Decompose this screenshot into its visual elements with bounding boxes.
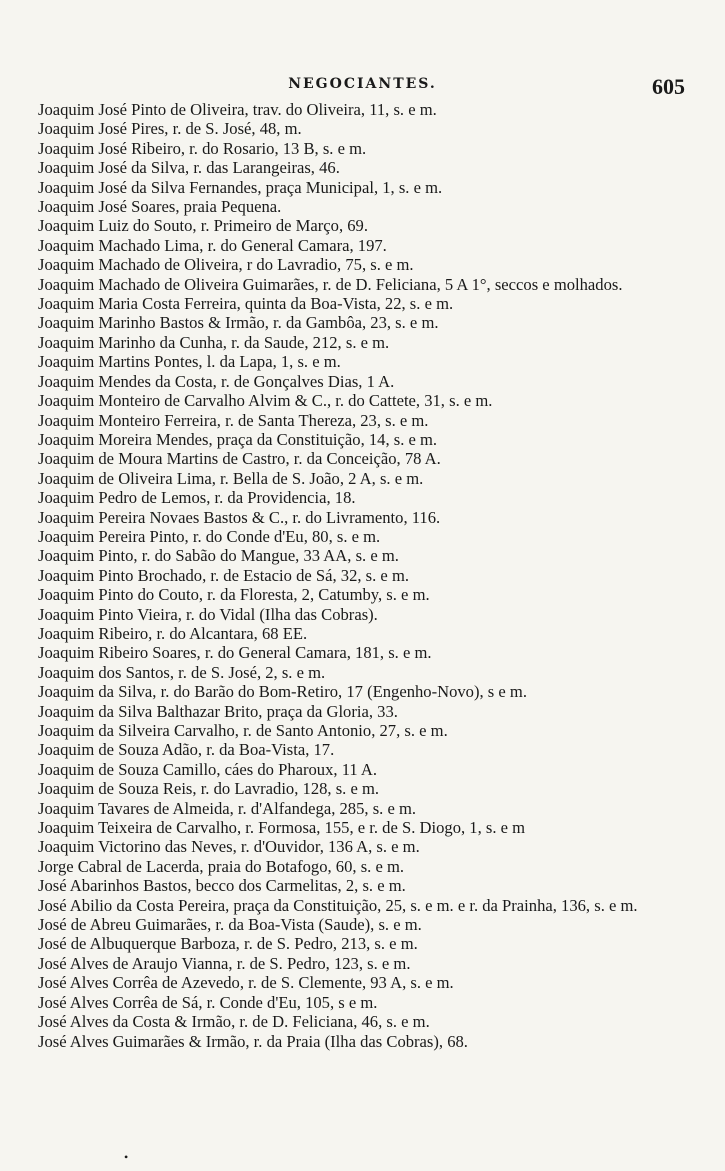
directory-entry: Joaquim Machado Lima, r. do General Camara, 197. (38, 235, 387, 255)
directory-entry: Joaquim de Souza Reis, r. do Lavradio, 128, s. e m. (38, 779, 380, 799)
footer-mark: • (124, 1150, 129, 1164)
directory-entry: Joaquim Monteiro Ferreira, r. de Santa Thereza, 23, s. e m. (38, 410, 429, 430)
directory-entry: Joaquim dos Santos, r. de S. José, 2, s. e m. (38, 662, 326, 682)
directory-entry: Joaquim de Oliveira Lima, r. Bella de S. João, 2 A, s. e m. (38, 468, 424, 488)
directory-entry: Joaquim Martins Pontes, l. da Lapa, 1, s. e m. (38, 352, 341, 372)
directory-entry: José de Abreu Guimarães, r. da Boa-Vista (Saude), s. e m. (38, 915, 422, 935)
directory-entry: Joaquim de Moura Martins de Castro, r. da Conceição, 78 A. (38, 449, 441, 469)
directory-entry: Joaquim Marinho Bastos & Irmão, r. da Gambôa, 23, s. e m. (38, 313, 439, 333)
directory-entry: Joaquim Victorino das Neves, r. d'Ouvidor, 136 A, s. e m. (38, 837, 420, 857)
directory-entry: Joaquim Tavares de Almeida, r. d'Alfandega, 285, s. e m. (38, 798, 417, 818)
directory-entry: Joaquim Ribeiro Soares, r. do General Camara, 181, s. e m. (38, 643, 432, 663)
directory-entry: Joaquim Pinto Brochado, r. de Estacio de Sá, 32, s. e m. (38, 565, 410, 585)
directory-entry: José Alves Corrêa de Sá, r. Conde d'Eu, 105, s e m. (38, 992, 378, 1012)
directory-entry: Joaquim Luiz do Souto, r. Primeiro de Março, 69. (38, 216, 368, 236)
directory-entry: Joaquim Pedro de Lemos, r. da Providencia, 18. (38, 488, 356, 508)
directory-entry: Joaquim Monteiro de Carvalho Alvim & C., r. do Cattete, 31, s. e m. (38, 391, 493, 411)
directory-entry: Joaquim José Pinto de Oliveira, trav. do Oliveira, 11, s. e m. (38, 100, 437, 119)
directory-entry: José Alves Guimarães & Irmão, r. da Praia (Ilha das Cobras), 68. (38, 1031, 468, 1051)
directory-entry: Joaquim de Souza Camillo, cáes do Pharoux, 11 A. (38, 759, 378, 779)
directory-entry: José Alves de Araujo Vianna, r. de S. Pedro, 123, s. e m. (38, 953, 411, 973)
directory-entry: José Abarinhos Bastos, becco dos Carmelitas, 2, s. e m. (38, 876, 406, 896)
page-header (0, 74, 725, 100)
directory-entry: Joaquim José da Silva, r. das Larangeiras, 46. (38, 158, 340, 178)
page-number: 605 (652, 74, 685, 99)
directory-entry: Joaquim José da Silva Fernandes, praça Municipal, 1, s. e m. (38, 177, 443, 197)
running-head: NEGOCIANTES. (288, 76, 437, 92)
directory-entry: Joaquim Pereira Novaes Bastos & C., r. do Livramento, 116. (38, 507, 441, 527)
directory-entry: José Alves da Costa & Irmão, r. de D. Feliciana, 46, s. e m. (38, 1012, 430, 1032)
directory-entry: Joaquim Maria Costa Ferreira, quinta da Boa-Vista, 22, s. e m. (38, 294, 454, 314)
directory-entry: Joaquim de Souza Adão, r. da Boa-Vista, 17. (38, 740, 335, 760)
directory-entry: Joaquim José Soares, praia Pequena. (38, 197, 282, 217)
directory-entry: Joaquim da Silveira Carvalho, r. de Santo Antonio, 27, s. e m. (38, 721, 448, 740)
directory-entry: Joaquim José Ribeiro, r. do Rosario, 13 B, s. e m. (38, 138, 367, 158)
directory-entry: Joaquim Teixeira de Carvalho, r. Formosa, 155, e r. de S. Diogo, 1, s. e m (38, 818, 526, 838)
directory-entry: Joaquim Machado de Oliveira, r do Lavradio, 75, s. e m. (38, 255, 414, 275)
directory-entry: Joaquim Pinto, r. do Sabão do Mangue, 33 AA, s. e m. (38, 546, 399, 566)
directory-list (38, 100, 698, 1051)
directory-entry: Joaquim da Silva, r. do Barão do Bom-Retiro, 17 (Engenho-Novo), s e m. (38, 682, 527, 702)
directory-entry: Joaquim Marinho da Cunha, r. da Saude, 212, s. e m. (38, 332, 390, 352)
directory-entry: José Alves Corrêa de Azevedo, r. de S. Clemente, 93 A, s. e m. (38, 973, 454, 993)
directory-entry: Joaquim José Pires, r. de S. José, 48, m. (38, 119, 302, 139)
directory-entry: Joaquim Machado de Oliveira Guimarães, r. de D. Feliciana, 5 A 1°, seccos e molhados. (38, 274, 623, 294)
directory-entry: Joaquim Mendes da Costa, r. de Gonçalves Dias, 1 A. (38, 371, 395, 391)
directory-entry: Joaquim Pinto Vieira, r. do Vidal (Ilha das Cobras). (38, 604, 378, 624)
directory-entry: José Abilio da Costa Pereira, praça da Constituição, 25, s. e m. e r. da Prainha, 136, s. e m. (38, 895, 638, 915)
directory-entry: José de Albuquerque Barboza, r. de S. Pedro, 213, s. e m. (38, 934, 418, 954)
directory-entry: Joaquim Pinto do Couto, r. da Floresta, 2, Catumby, s. e m. (38, 585, 430, 605)
directory-entry: Joaquim Ribeiro, r. do Alcantara, 68 EE. (38, 623, 308, 643)
directory-entry: Joaquim da Silva Balthazar Brito, praça da Gloria, 33. (38, 701, 398, 721)
directory-entry: Joaquim Pereira Pinto, r. do Conde d'Eu, 80, s. e m. (38, 526, 381, 546)
directory-entry: Jorge Cabral de Lacerda, praia do Botafogo, 60, s. e m. (38, 856, 405, 876)
directory-entry: Joaquim Moreira Mendes, praça da Constituição, 14, s. e m. (38, 429, 438, 449)
